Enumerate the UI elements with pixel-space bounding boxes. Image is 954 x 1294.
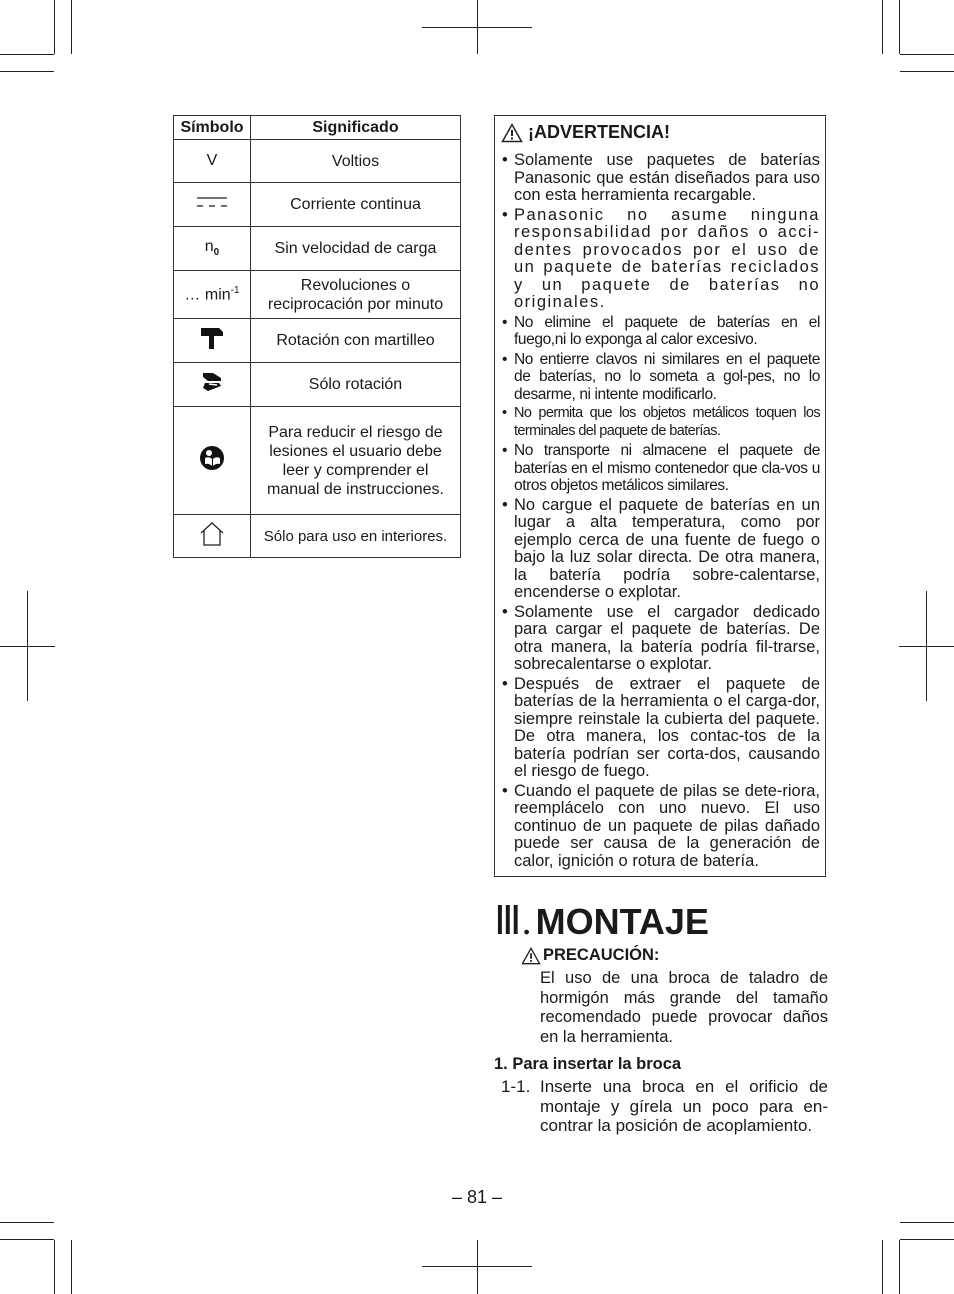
header-meaning: Significado <box>251 116 461 140</box>
symbol-no-load-speed: $n_0$ <box>174 227 251 271</box>
header-symbol: Símbolo <box>174 116 251 140</box>
meaning-cell: Sólo rotación <box>251 363 461 407</box>
table-row <box>174 140 461 183</box>
section-heading <box>494 897 709 944</box>
list-item: • No transporte ni almacene el paquete de baterías en el mismo contenedor que cla-vos u otros objetos metálicos similares. <box>502 442 820 495</box>
symbol-min: … $\min^{-1}$ <box>174 271 251 319</box>
step-number: 1-1. <box>501 1077 531 1096</box>
list-item: • No entierre clavos ni similares en el paquete de baterías, no lo someta a gol-pes, no lo desarme, ni intente modificarlo. <box>502 351 820 404</box>
list-item: • No elimine el paquete de baterías en el fuego,ni lo exponga al calor excesivo. <box>502 314 820 349</box>
meaning-cell: Voltios <box>251 140 461 183</box>
meaning-cell: Sin velocidad de carga <box>251 227 461 271</box>
warning-triangle-icon <box>521 947 541 965</box>
table-row <box>174 363 461 407</box>
warning-title: ¡ADVERTENCIA! <box>528 122 670 142</box>
section-title: MONTAJE <box>535 901 709 942</box>
caution-text: El uso de una broca de taladro de hormigón más grande del tamaño recomendado puede provocar daños en la herramienta. <box>540 969 828 1046</box>
list-item: • Después de extraer el paquete de baterías de la herramienta o el carga-dor, siempre reinstale la cubierta del paquete. De otra manera, los contac-tos de la batería podrían ser corta-dos, causando el riesgo de fuego. <box>502 676 820 781</box>
drill-rotation-icon <box>200 370 224 394</box>
caution-title: PRECAUCIÓN: <box>543 946 660 964</box>
direct-current-icon <box>195 195 229 209</box>
warning-list <box>502 152 820 872</box>
subsection-title: 1. Para insertar la broca <box>494 1055 682 1073</box>
warning-box <box>494 115 826 877</box>
symbol-volts: V <box>174 140 251 183</box>
meaning-cell: Para reducir el riesgo de lesiones el usuario debe leer y comprender el manual de instrucciones. <box>251 407 461 515</box>
table-row <box>174 227 461 271</box>
symbol-table <box>173 115 461 558</box>
meaning-cell: Sólo para uso en interiores. <box>251 515 461 558</box>
table-row <box>174 515 461 558</box>
page-number: – 81 – <box>451 1187 503 1207</box>
table-row <box>174 271 461 319</box>
caution-heading <box>521 946 659 965</box>
meaning-cell: Revoluciones o reciprocación por minuto <box>251 271 461 319</box>
list-item: • Panasonic no asume ninguna responsabilidad por daños o acci-dentes provocados por el uso de un paquete de baterías reciclados y un paquete de baterías no originales. <box>502 207 820 312</box>
hammer-icon <box>199 325 225 351</box>
list-item: • Solamente use el cargador dedicado para cargar el paquete de baterías. De otra manera, la batería podría fil-trarse, sobrecalentarse o explotar. <box>502 604 820 674</box>
section-number: Ⅲ. <box>494 898 532 943</box>
table-row <box>174 319 461 363</box>
list-item: • Cuando el paquete de pilas se dete-riora, reemplácelo con uno nuevo. El uso continuo de un paquete de pilas dañado puede ser causa de la generación de calor, ignición o rotura de batería. <box>502 783 820 871</box>
warning-triangle-icon <box>501 123 523 143</box>
read-manual-icon <box>199 445 225 471</box>
table-header-row <box>174 116 461 140</box>
meaning-cell: Rotación con martilleo <box>251 319 461 363</box>
list-item: • No cargue el paquete de baterías en un lugar a alta temperatura, como por ejemplo cerca de una fuente de fuego o bajo la luz solar directa. De otra manera, la batería podría sobre-calentarse, encenderse o explotar. <box>502 497 820 602</box>
house-icon <box>198 521 226 547</box>
list-item: • No permita que los objetos metálicos toquen los terminales del paquete de baterías. <box>502 405 820 440</box>
table-row <box>174 407 461 515</box>
step-text: Inserte una broca en el orificio de montaje y gírela un poco para en-contrar la posición de acoplamiento. <box>540 1077 828 1135</box>
meaning-cell: Corriente continua <box>251 183 461 227</box>
warning-heading <box>501 122 670 143</box>
list-item: • Solamente use paquetes de baterías Panasonic que están diseñados para uso con esta herramienta recargable. <box>502 152 820 205</box>
table-row <box>174 183 461 227</box>
